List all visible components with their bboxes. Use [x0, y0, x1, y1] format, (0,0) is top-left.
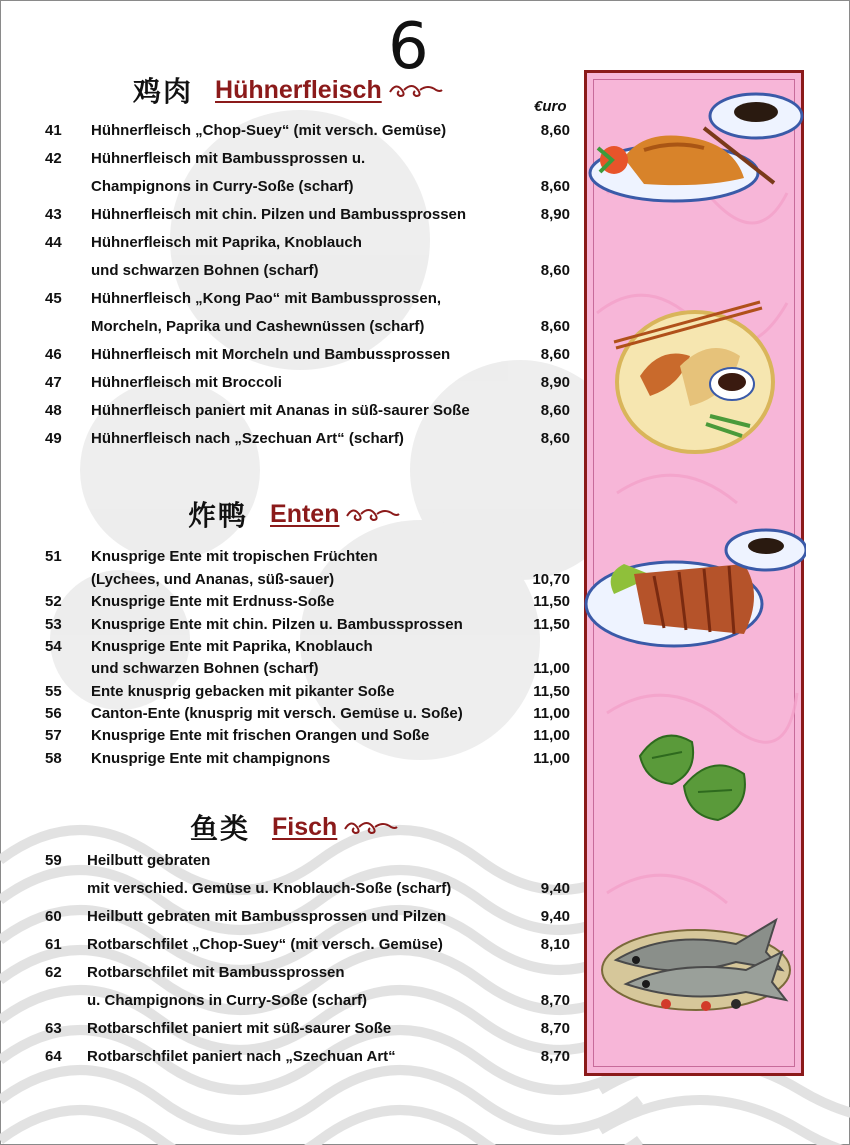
menu-item-price: 9,40	[540, 908, 570, 925]
menu-item-description: Hühnerfleisch mit Paprika, Knoblauch	[91, 234, 362, 251]
menu-item-description: Knusprige Ente mit Paprika, Knoblauch	[91, 638, 373, 655]
menu-item-row	[45, 727, 570, 747]
menu-item-number: 49	[45, 430, 62, 447]
menu-item-description: Hühnerfleisch mit Broccoli	[91, 374, 282, 391]
menu-item-description: und schwarzen Bohnen (scharf)	[91, 262, 319, 279]
menu-item-description: Knusprige Ente mit tropischen Früchten	[91, 548, 378, 565]
menu-item-number: 43	[45, 206, 62, 223]
menu-item-description: Rotbarschfilet „Chop-Suey“ (mit versch. Gemüse)	[87, 936, 443, 953]
menu-item-row	[45, 430, 570, 450]
menu-item-number: 63	[45, 1020, 62, 1037]
menu-item-row	[45, 346, 570, 366]
menu-item-row	[45, 290, 570, 310]
swirl-ornament-icon	[343, 504, 401, 524]
swirl-ornament-icon	[341, 817, 399, 837]
menu-item-row	[45, 638, 570, 658]
section-title-fish	[190, 807, 399, 847]
menu-item-row	[45, 880, 570, 900]
menu-item-description: Rotbarschfilet mit Bambussprossen	[87, 964, 345, 981]
fish-dish-image	[596, 900, 796, 1020]
menu-item-price: 8,70	[540, 992, 570, 1009]
menu-item-description: Rotbarschfilet paniert mit süß-saurer Soße	[87, 1020, 392, 1037]
menu-item-row	[45, 122, 570, 142]
menu-item-number: 48	[45, 402, 62, 419]
menu-item-description: Knusprige Ente mit chin. Pilzen u. Bambussprossen	[91, 616, 463, 633]
menu-item-number: 60	[45, 908, 62, 925]
menu-item-description: mit verschied. Gemüse u. Knoblauch-Soße (scharf)	[87, 880, 452, 897]
menu-item-description: Hühnerfleisch mit Bambussprossen u.	[91, 150, 366, 167]
menu-item-description: Hühnerfleisch „Kong Pao“ mit Bambussprossen,	[91, 290, 442, 307]
menu-item-price: 8,90	[540, 374, 570, 391]
menu-item-row	[45, 1048, 570, 1068]
page-number: 6	[388, 10, 429, 84]
menu-item-row	[45, 992, 570, 1012]
menu-item-description: (Lychees, und Ananas, süß-sauer)	[91, 571, 335, 588]
leaf-garnish-image	[632, 722, 762, 832]
menu-item-price: 8,60	[540, 262, 570, 279]
menu-item-price: 11,00	[533, 660, 570, 677]
menu-item-description: Hühnerfleisch mit Morcheln und Bambussprossen	[91, 346, 451, 363]
menu-item-row	[45, 852, 570, 872]
menu-item-row	[45, 1020, 570, 1040]
menu-item-number: 54	[45, 638, 62, 655]
menu-item-row	[45, 750, 570, 770]
roast-chicken-dish-image	[584, 88, 806, 208]
menu-item-row	[45, 150, 570, 170]
menu-item-price: 11,00	[533, 727, 570, 744]
section-title-cn: 鱼类	[190, 812, 251, 845]
menu-item-number: 58	[45, 750, 62, 767]
menu-item-number: 44	[45, 234, 62, 251]
menu-item-row	[45, 178, 570, 198]
menu-item-number: 51	[45, 548, 62, 565]
menu-item-description: Canton-Ente (knusprig mit versch. Gemüse u. Soße)	[91, 705, 463, 722]
currency-label: €uro	[534, 98, 567, 115]
menu-item-description: Heilbutt gebraten	[87, 852, 211, 869]
menu-item-row	[45, 660, 570, 680]
section-title-duck	[188, 494, 401, 534]
menu-item-number: 42	[45, 150, 62, 167]
menu-item-row	[45, 705, 570, 725]
menu-item-row	[45, 402, 570, 422]
menu-item-price: 11,00	[533, 750, 570, 767]
menu-item-row	[45, 206, 570, 226]
menu-item-number: 64	[45, 1048, 62, 1065]
menu-item-price: 11,50	[533, 683, 570, 700]
menu-item-description: Knusprige Ente mit Erdnuss-Soße	[91, 593, 335, 610]
menu-item-row	[45, 571, 570, 591]
menu-item-description: u. Champignons in Curry-Soße (scharf)	[87, 992, 368, 1009]
menu-item-price: 8,60	[540, 346, 570, 363]
menu-item-description: Heilbutt gebraten mit Bambussprossen und Pilzen	[87, 908, 447, 925]
menu-item-row	[45, 908, 570, 928]
menu-item-number: 52	[45, 593, 62, 610]
menu-item-row	[45, 616, 570, 636]
menu-item-row	[45, 593, 570, 613]
menu-item-price: 8,60	[540, 178, 570, 195]
menu-item-description: Morcheln, Paprika und Cashewnüssen (scharf)	[91, 318, 425, 335]
menu-item-price: 10,70	[532, 571, 570, 588]
menu-item-price: 9,40	[540, 880, 570, 897]
menu-item-row	[45, 936, 570, 956]
menu-item-description: Hühnerfleisch nach „Szechuan Art“ (scharf)	[91, 430, 404, 447]
menu-item-number: 57	[45, 727, 62, 744]
sliced-chicken-dish-image	[610, 296, 780, 456]
menu-item-price: 8,60	[540, 402, 570, 419]
menu-item-number: 56	[45, 705, 62, 722]
section-title-de: Fisch	[272, 812, 338, 841]
menu-item-price: 8,60	[540, 430, 570, 447]
menu-item-description: Hühnerfleisch paniert mit Ananas in süß-saurer Soße	[91, 402, 470, 419]
menu-item-row	[45, 318, 570, 338]
menu-item-price: 8,90	[540, 206, 570, 223]
menu-item-number: 55	[45, 683, 62, 700]
menu-item-description: Hühnerfleisch „Chop-Suey“ (mit versch. Gemüse)	[91, 122, 447, 139]
menu-item-price: 11,00	[533, 705, 570, 722]
menu-item-row	[45, 234, 570, 254]
menu-item-description: Ente knusprig gebacken mit pikanter Soße	[91, 683, 395, 700]
section-title-de: Hühnerfleisch	[215, 75, 382, 104]
menu-item-price: 8,60	[540, 318, 570, 335]
menu-item-row	[45, 374, 570, 394]
menu-item-number: 61	[45, 936, 62, 953]
menu-item-number: 41	[45, 122, 62, 139]
menu-item-number: 59	[45, 852, 62, 869]
menu-item-price: 8,70	[540, 1048, 570, 1065]
roast-duck-dish-image	[584, 524, 806, 654]
menu-item-number: 53	[45, 616, 62, 633]
section-title-chicken	[133, 70, 444, 110]
menu-item-description: Rotbarschfilet paniert nach „Szechuan Art“	[87, 1048, 396, 1065]
menu-item-price: 8,70	[540, 1020, 570, 1037]
menu-item-number: 45	[45, 290, 62, 307]
menu-item-row	[45, 964, 570, 984]
menu-item-description: Knusprige Ente mit champignons	[91, 750, 331, 767]
menu-item-description: Hühnerfleisch mit chin. Pilzen und Bambussprossen	[91, 206, 467, 223]
menu-item-row	[45, 683, 570, 703]
menu-item-number: 46	[45, 346, 62, 363]
menu-item-price: 11,50	[533, 616, 570, 633]
menu-item-price: 11,50	[533, 593, 570, 610]
section-title-de: Enten	[270, 499, 340, 528]
menu-item-number: 62	[45, 964, 62, 981]
menu-item-description: Knusprige Ente mit frischen Orangen und Soße	[91, 727, 430, 744]
section-title-cn: 炸鸭	[188, 499, 249, 532]
section-title-cn: 鸡肉	[133, 75, 194, 108]
menu-item-price: 8,10	[540, 936, 570, 953]
menu-item-row	[45, 548, 570, 568]
menu-item-row	[45, 262, 570, 282]
menu-item-description: Champignons in Curry-Soße (scharf)	[91, 178, 354, 195]
menu-item-number: 47	[45, 374, 62, 391]
swirl-ornament-icon	[386, 80, 444, 100]
menu-item-price: 8,60	[540, 122, 570, 139]
menu-item-description: und schwarzen Bohnen (scharf)	[91, 660, 319, 677]
